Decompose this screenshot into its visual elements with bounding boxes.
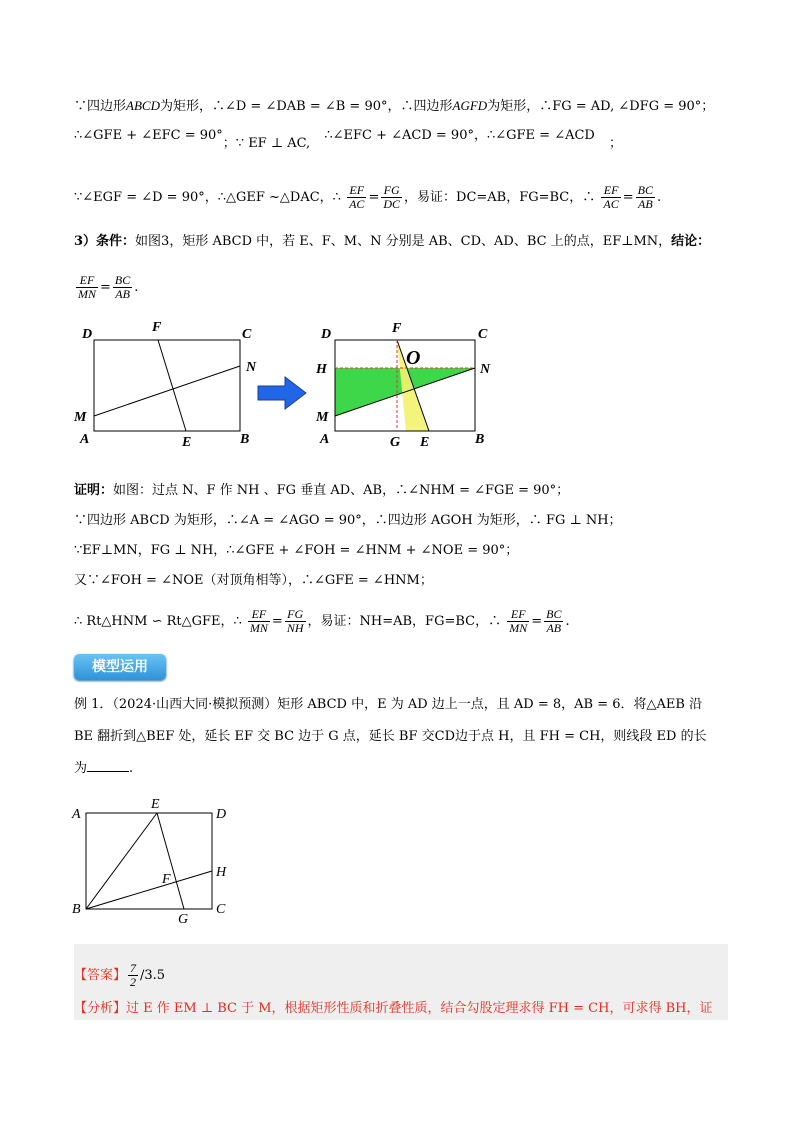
label-m-2: M <box>316 410 329 425</box>
label-h-ex: H <box>216 865 227 880</box>
label-g-ex: G <box>178 912 189 925</box>
label-c: C <box>242 327 252 342</box>
example-line-3: 为 . <box>74 761 134 776</box>
proof2-line-1: ∵四边形ABCD为矩形，∴∠D = ∠DAB = ∠B = 90°，∴四边形AGFD为矩形，∴FG = AD, ∠DFG = 90°； <box>74 98 715 114</box>
fraction-fg-dc: $\frac{FG}{DC}$ <box>383 183 401 211</box>
label-e-ex: E <box>151 797 160 812</box>
fraction-bc-ab-3: $\frac{BC}{AB}$ <box>114 273 131 301</box>
label-d-2: D <box>321 327 332 342</box>
figure-3-right <box>315 321 491 448</box>
label-c-2: C <box>478 327 488 342</box>
example-figure <box>66 795 246 925</box>
label-b-ex: B <box>72 902 81 917</box>
section-badge-model-usage: 模型运用 <box>74 654 166 680</box>
rect-abcd-ex <box>86 813 212 909</box>
label-a-ex: A <box>72 807 81 822</box>
label-g: G <box>390 435 401 448</box>
label-f: F <box>152 320 162 335</box>
case3-conclusion: $\frac{EF}{MN}$ = $\frac{BC}{AB}$ . <box>78 273 139 301</box>
label-e-2: E <box>420 435 430 448</box>
label-o: O <box>406 347 421 369</box>
label-m: M <box>74 410 87 425</box>
figure-3 <box>70 318 520 448</box>
label-f-2: F <box>392 321 402 336</box>
label-a-2: A <box>320 432 330 447</box>
case3-statement: 3）条件：如图3，矩形 ABCD 中，若 E、F、M、N 分别是 AB、CD、AD、BC 上的点，EF⊥MN，结论： <box>74 234 711 249</box>
proof2-line-3: ∵∠EGF = ∠D = 90°，∴△GEF ~△DAC，∴ $\frac{EF}{AC}$ = $\frac{FG}{DC}$ ，易证：DC=AB，FG=BC，∴ $\frac{EF}{AC}$ = $\frac{BC}{AB}$ . <box>74 183 662 211</box>
label-d: D <box>82 327 93 342</box>
proof3-line-1: 证明：如图：过点 N、F 作 NH 、FG 垂直 AD、AB，∴∠NHM = ∠FGE = 90°； <box>74 483 570 498</box>
label-b: B <box>240 432 250 447</box>
proof3-line-4: 又∵∠FOH = ∠NOE（对顶角相等），∴∠GFE = ∠HNM； <box>74 573 433 588</box>
analysis-line: 【分析】过 E 作 EM ⊥ BC 于 M，根据矩形性质和折叠性质，结合勾股定理求得 FH = CH，可求得 BH，证 <box>74 1001 713 1016</box>
answer-line: 【答案】 $\frac{7}{2}$ /3.5 <box>74 961 166 989</box>
fraction-ef-mn: $\frac{EF}{MN}$ <box>78 273 96 301</box>
label-a: A <box>80 432 90 447</box>
fraction-ef-mn-2: $\frac{EF}{MN}$ <box>249 607 268 635</box>
fraction-fg-nh: $\frac{FG}{NH}$ <box>286 607 304 635</box>
label-d-ex: D <box>216 807 227 822</box>
label-n-2: N <box>480 362 491 377</box>
segment-bh <box>86 871 212 909</box>
fraction-ef-ac: $\frac{EF}{AC}$ <box>349 183 365 211</box>
figure-3-left <box>73 320 257 448</box>
right-arrow-icon <box>258 377 306 409</box>
proof2-line-2: ∴∠GFE + ∠EFC = 90°；∵ EF ⊥ AC, ∴∠EFC + ∠ACD = 90°，∴∠GFE = ∠ACD ； <box>74 128 623 151</box>
example-line-2: BE 翻折到△BEF 处，延长 EF 交 BC 边于 G 点，延长 BF 交CD边于点 H，且 FH = CH，则线段 ED 的长 <box>74 729 707 744</box>
proof3-line-3: ∵EF⊥MN，FG ⊥ NH，∴∠GFE + ∠FOH = ∠HNM + ∠NOE = 90°； <box>74 543 519 558</box>
fraction-ef-ac-2: $\frac{EF}{AC}$ <box>603 183 619 211</box>
segment-eg <box>157 813 184 909</box>
fraction-ef-mn-3: $\frac{EF}{MN}$ <box>509 607 528 635</box>
proof3-line-5: ∴ Rt△HNM ∽ Rt△GFE，∴ $\frac{EF}{MN}$ = $\frac{FG}{NH}$ ，易证：NH=AB，FG=BC，∴ $\frac{EF}{MN}$ = $\frac{BC}{AB}$ . <box>74 607 570 635</box>
label-h: H <box>316 362 327 377</box>
fraction-bc-ab-4: $\frac{BC}{AB}$ <box>546 607 562 635</box>
segment-mn <box>94 366 240 416</box>
label-n: N <box>246 360 257 375</box>
fraction-bc-ab: $\frac{BC}{AB}$ <box>637 183 653 211</box>
label-b-2: B <box>475 432 485 447</box>
example-line-1: 例 1．（2024·山西大同·模拟预测）矩形 ABCD 中，E 为 AD 边上一点，且 AD = 8，AB = 6．将△AEB 沿 <box>74 697 703 712</box>
label-c-ex: C <box>216 902 226 917</box>
answer-fraction: $\frac{7}{2}$ <box>130 961 137 989</box>
answer-blank <box>87 771 129 772</box>
proof3-line-2: ∵四边形 ABCD 为矩形，∴∠A = ∠AGO = 90°，∴四边形 AGOH 为矩形，∴ FG ⊥ NH； <box>74 513 622 528</box>
label-f-ex: F <box>162 872 171 887</box>
segment-be <box>86 813 157 909</box>
rect-abcd <box>94 340 240 431</box>
label-e: E <box>182 435 192 448</box>
